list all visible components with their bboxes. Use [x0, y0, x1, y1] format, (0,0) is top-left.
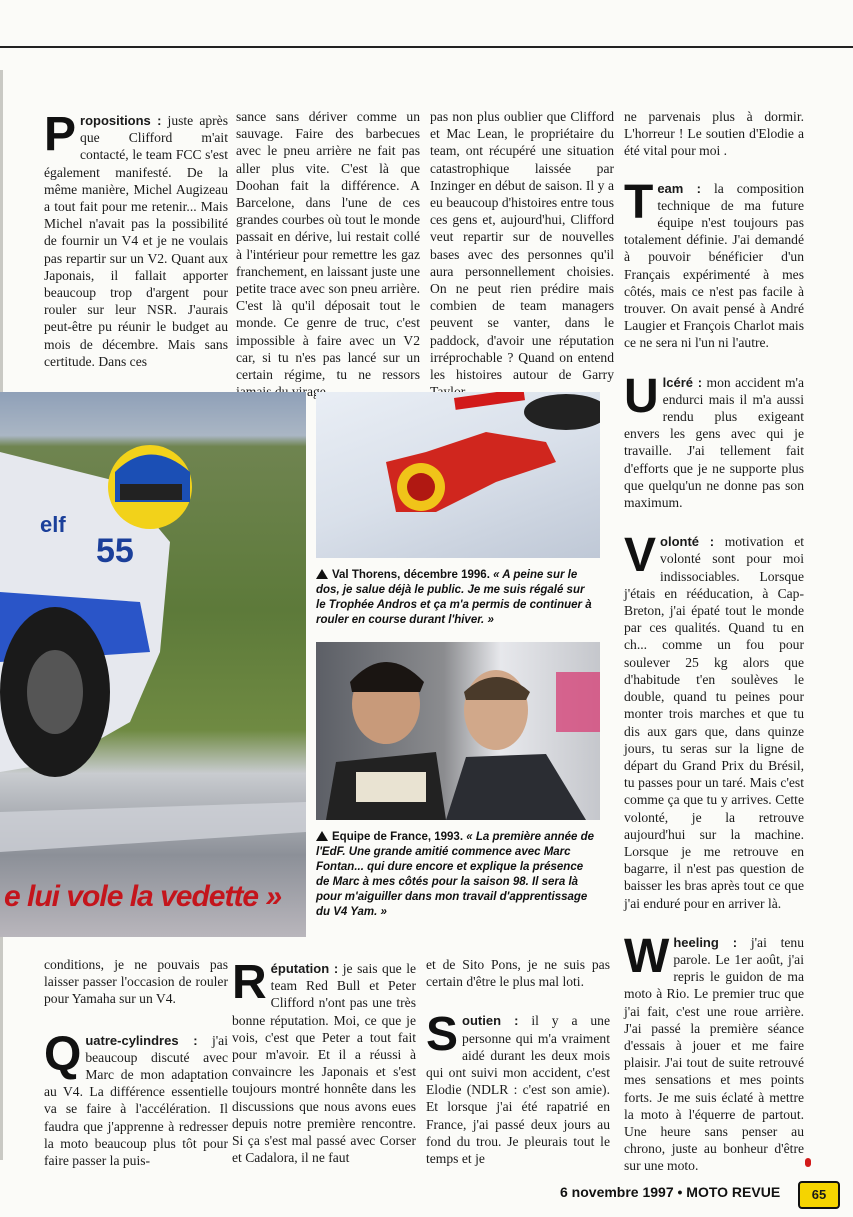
column-1-top: [44, 108, 228, 382]
val-thorens-photo: [316, 392, 600, 558]
drop-cap: Q: [44, 1027, 82, 1081]
caption-quote: « La première année de l'EdF. Une grande amitié commence avec Marc Fontan... qui dure encore et explique la présence de Marc à mes côtés pour la saison 98. Il sera là pour m'aiguiller dans mon travail d'apprentissage du V4 Yam. »: [316, 831, 595, 918]
caption-quote: « A peine sur le dos, je salue déjà le public. Je me suis régalé sur le Trophée Andros et ça m'a permis de continuer à rouler en course durant l'hiver. »: [316, 569, 592, 626]
keyword: heeling :: [673, 934, 738, 950]
caption-equipe-de-france: [316, 830, 596, 920]
paragraph-text: la composition technique de ma future équipe n'est toujours pas totalement définie. J'ai demandé à pouvoir bénéficier d'un Français expérimenté à mes côtés, mais ce n'est pas facile à trouver. On avait pensé à André Laugier et François Charlot mais ce ne sera ni l'un ni l'autre.: [624, 180, 804, 351]
keyword: ropositions :: [80, 113, 162, 128]
column-3-top: [430, 108, 614, 412]
caption-arrow-icon: [316, 831, 328, 841]
caption-arrow-icon: [316, 569, 328, 579]
drop-cap: S: [426, 1008, 459, 1062]
column-2-bottom: [232, 956, 417, 1178]
rider-illustration: [0, 392, 306, 937]
paragraph-text: juste après que Clifford m'ait contacté, le team FCC s'est également manifesté. De la même manière, Michel Augizeau a tout fait pour me retenir... Mais Michel n'avait pas la possibilité de fournir un V4 et je ne voulais pas repartir sur un V2. Quant aux Japonais, il fallait apporter beaucoup trop d'argent pour rouler sur leur NSR. J'aurais peut-être pu réunir le budget au mois de décembre. Mais sans certitude. Dans ces: [44, 113, 228, 369]
motorcycle-photo: [0, 392, 306, 937]
drop-cap: R: [232, 956, 267, 1009]
equipe-de-france-photo: [316, 642, 600, 820]
paragraph-text: mon accident m'a endurci mais il m'a aussi rendu plus exigeant envers les gens avec qui je travaille. J'ai tellement fait d'efforts que je ne supporte plus que quelqu'un ne donne pas son maximum.: [624, 374, 804, 511]
top-rule: [0, 46, 853, 48]
column-3-bottom: [426, 956, 610, 1179]
keyword: olonté :: [660, 534, 715, 550]
paragraph-text: j'ai beaucoup discuté avec Marc de mon adaptation au V4. La différence essentielle va se faire à l'accélération. Il faudra que j'apprenne à redresser la moto beaucoup plus tôt pour faire passer la puis-: [44, 1032, 228, 1169]
drop-cap: T: [624, 175, 654, 229]
drop-cap: V: [624, 529, 657, 583]
paragraph-text: je sais que le team Red Bull et Peter Clifford n'ont pas une très bonne réputation. Moi, ce que je vois, c'est que Peter a tout fait pour m'avoir. Et il a réussi à convaincre les Japonais et s'est toujours montré honnête dans les discussions que nous avons eues depuis notre première rencontre. Si ça s'est mal passé avec Corser et Cadalora, il ne faut: [232, 961, 417, 1166]
column-1-bottom: [44, 956, 228, 1181]
caption-lead: Equipe de France, 1993.: [332, 831, 464, 843]
keyword: eam :: [657, 180, 701, 196]
bike-number: 55: [96, 532, 134, 570]
drop-cap: U: [624, 369, 659, 423]
drop-cap: W: [624, 929, 670, 983]
page-number: 65: [798, 1181, 840, 1209]
footer-date: 6 novembre 1997 • MOTO REVUE: [560, 1184, 781, 1200]
headline: e lui vole la vedette »: [4, 880, 282, 913]
paragraph-text: motivation et volonté sont pour moi indissociables. Lorsque j'étais en rééducation, à Cap-Breton, j'ai épaté tout le monde par ces qualités. Quand tu en ch... comme un fou pour soulever 25 kg alors que d'habitude t'en soulèves le double, quand tu peines pour monter trois marches et que tu dis aux gars que, dans quinze jours, tu seras sur la ligne de départ du Grand Prix du Brésil, tu passes pour un taré. Mais c'est comme ça que tu y arrives. Cette volonté, je la retrouve aujourd'hui sur la machine. Lorsque je me retrouve en bagarre, il n'est pas question de baisser les bras après tout ce que j'ai enduré pour en arriver là.: [624, 534, 805, 911]
end-mark-icon: [805, 1158, 811, 1167]
keyword: lcéré :: [662, 374, 703, 390]
keyword: uatre-cylindres :: [85, 1032, 198, 1048]
caption-val-thorens: [316, 568, 596, 628]
keyword: outien :: [462, 1013, 519, 1029]
paragraph-text: sance sans dériver comme un sauvage. Faire des barbecues avec le pneu arrière ne fait pas aller plus vite. C'est là que Doohan fait la différence. A Barcelone, dans l'une de ces grandes courbes où tout le monde passait en dérive, lui restait collé à l'intérieur pour remettre les gaz franchement, en laissant juste une petite trace avec son pneu arrière. C'est là qu'il déposait tout le monde. Ce genre de truc, c'est impossible à faire avec un V2 car, si tu n'es pas lancé sur un certain régime, tu ne ressors virage.: [236, 109, 420, 400]
paragraph-text: pas non plus oublier que Clifford et Mac Lean, le propriétaire du team, ont récupéré une situation catastrophique laissée par Inzinger en début de saison. Il y a eu beaucoup d'histoires entre tous ces gens et, aujourd'hui, Clifford veut repartir sur de nouvelles bases avec des personnes qu'il aura personnellement choisies. On ne peut rien prédire mais combien de team managers peuvent se vanter, dans le paddock, d'avoir une réputation irréprochable ? Quand on entend les histoires autour de Garry: [430, 109, 614, 383]
caption-lead: Val Thorens, décembre 1996.: [332, 569, 490, 581]
paragraph-text: j'ai tenu parole. Le 1er août, j'ai repris le guidon de ma moto à Rio. Le premier truc que j'ai fait, c'est une roue arrière. J'ai passé la première séance d'essais à jouer et me faire plaisir. J'ai tout de suite retrouvé mes sensations et mes points forts. Je me suis éclaté à mettre la moto à l'équerre de partout. Une heure sans penser au chrono, juste au bonheur d'être sur une moto.: [624, 934, 804, 1174]
paragraph-text: ne parvenais plus à dormir. L'horreur ! Le soutien d'Elodie a été vital pour moi .: [624, 109, 804, 159]
paragraph-text: conditions, je ne pouvais pas laisser passer l'occasion de rouler pour Yamaha sur un V4.: [44, 957, 228, 1007]
paragraph-text: et de Sito Pons, je ne suis pas certain d'être le plus mal loti.: [426, 957, 610, 990]
column-2-top: [236, 108, 420, 412]
paragraph-text: il y a une personne qui m'a vraiment aidé durant les deux mois qui ont suivi mon accident, c'est Elodie (NDLR : c'est son amie). Et lorsque j'ai été rapatrié en France, j'ai passé deux jours au fond du trou. Je pleurais tout le temps et je: [426, 1013, 611, 1167]
keyword: éputation :: [270, 961, 339, 976]
drop-cap: P: [44, 108, 77, 161]
column-4: [624, 108, 804, 1187]
sponsor-logo: elf: [40, 512, 66, 537]
